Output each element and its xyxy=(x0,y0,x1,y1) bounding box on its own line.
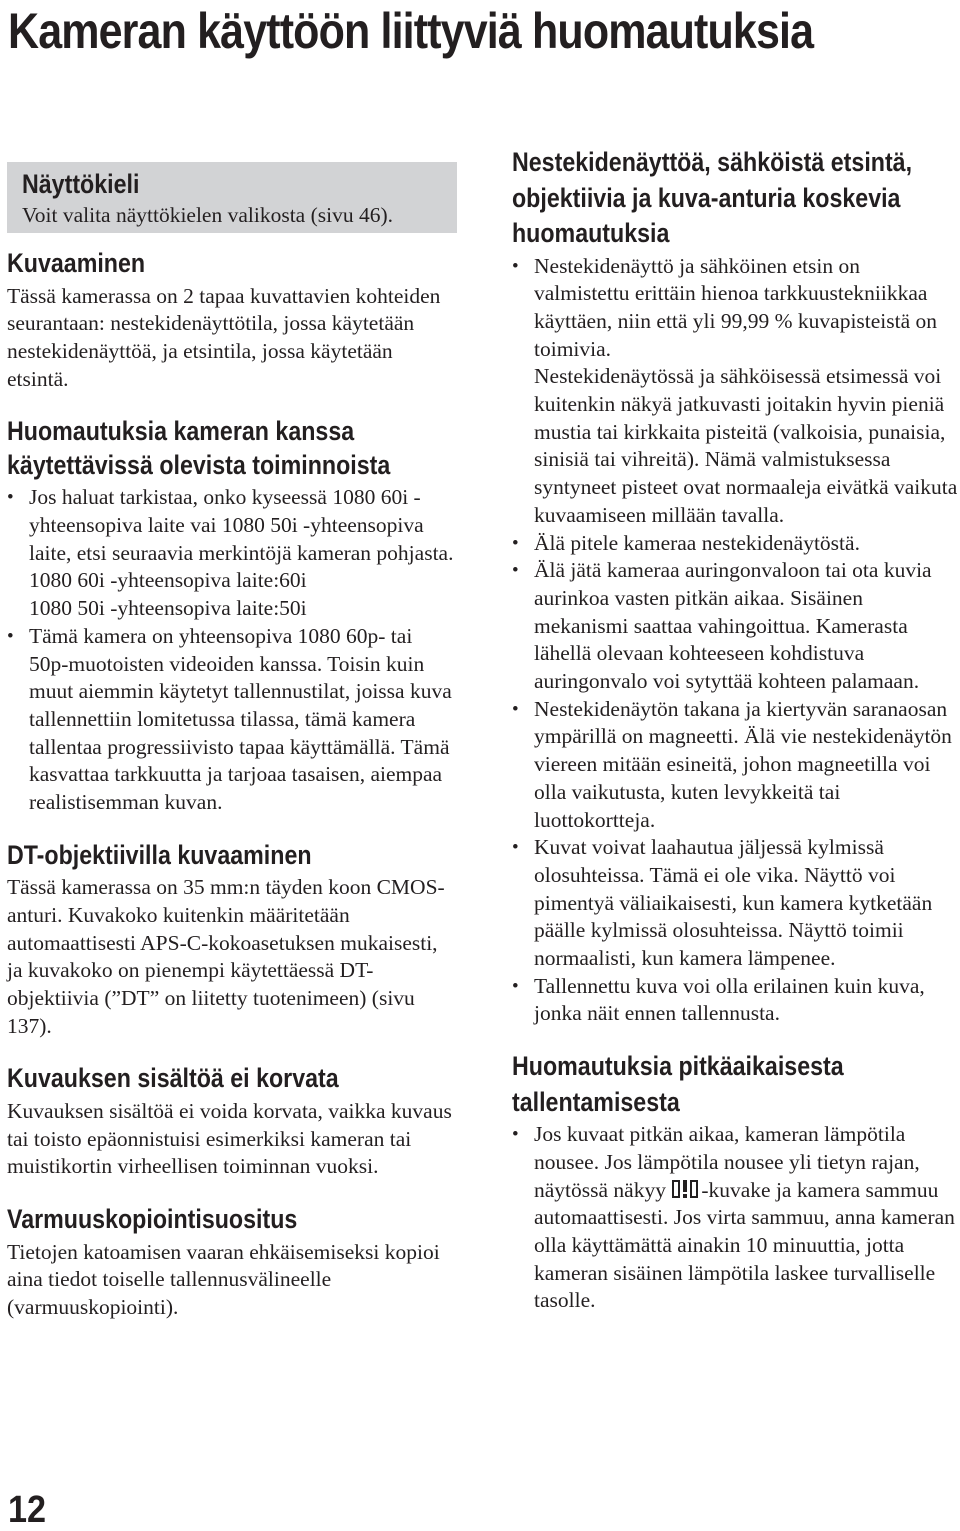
bullet-text: Jos kuvaat pitkän aikaa, kameran lämpötila nousee. Jos lämpötila nousee yli tietyn rajan, näytössä näkyy xyxy=(534,1122,920,1202)
section-text: Tässä kamerassa on 2 tapaa kuvattavien kohteiden seurantaan: nestekidenäyttötila, jossa käytetään nestekidenäyttöä, ja etsintila, jossa käytetään etsintä. xyxy=(7,283,441,391)
section-nestekidenaytto xyxy=(512,146,960,1028)
display-language-text: Voit valita näyttökielen valikosta (sivu 46). xyxy=(22,202,394,227)
list-item xyxy=(512,696,960,835)
section-text: Kuvauksen sisältöä ei voida korvata, vaikka kuvaus tai toisto epäonnistuisi esimerkiksi kameran tai muistikortin virheellisen toiminnan vuoksi. xyxy=(7,1098,452,1179)
bullet-list xyxy=(512,1121,960,1315)
bullet-marker: • xyxy=(512,837,519,859)
list-item xyxy=(512,530,960,558)
section-text: Tietojen katoamisen vaaran ehkäisemiseksi kopioi aina tiedot toiselle tallennusvälineelle (varmuuskopiointi). xyxy=(7,1239,440,1319)
bullet-text: Nestekidenäyttö ja sähköinen etsin on valmistettu erittäin hienoa tarkkuustekniikkaa käyttäen, niin että yli 99,99 % kuvapisteistä on toimivia. xyxy=(534,253,938,361)
list-item xyxy=(512,834,960,973)
bullet-marker: • xyxy=(512,560,519,582)
section-huomautuksia-toiminnoista xyxy=(7,415,457,816)
overheat-icon xyxy=(671,1178,701,1200)
section-heading-line: Nestekidenäyttöä, sähköistä etsintä, xyxy=(512,147,913,177)
left-column xyxy=(7,162,457,1340)
right-column xyxy=(512,146,960,1333)
bullet-text: -kuvake ja kamera sammuu automaattisesti. Jos virta sammuu, anna kameran olla käyttämättä ainakin 10 minuuttia, jotta kameran sisäinen lämpötila laskee turvalliselle tasolle. xyxy=(534,1177,955,1313)
section-heading: DT-objektiivilla kuvaaminen xyxy=(7,839,312,870)
section-heading: Kuvauksen sisältöä ei korvata xyxy=(7,1063,339,1094)
bullet-marker: • xyxy=(7,487,14,509)
section-heading-line: objektiivia ja kuva-anturia koskevia xyxy=(512,182,901,213)
bullet-marker: • xyxy=(512,975,519,997)
section-varmuuskopiointi xyxy=(7,1203,457,1322)
section-heading: Huomautuksia kameran kanssa käytettävissä olevista toiminnoista xyxy=(7,416,391,480)
section-heading: Varmuuskopiointisuositus xyxy=(7,1204,298,1235)
section-dt-objektiivi xyxy=(7,839,457,1041)
list-item xyxy=(512,973,960,1028)
bullet-text: Älä jätä kameraa auringonvaloon tai ota kuvia aurinkoa vasten pitkän aikaa. Sisäinen mekanismi saattaa vahingoittua. Kamerasta lähellä olevaan kohteeseen kohdistuva auringonvalo voi sytyttää kohteen palamaan. xyxy=(534,558,932,694)
bullet-text: Nestekidenäytössä ja sähköisessä etsimessä voi kuitenkin näkyä jatkuvasti joitakin hyvin pieniä mustia tai kirkkaita pisteitä (valkoisia, punaisia, sinisiä tai vihreitä). Nämä valmistuksessa syntyneet pisteet ovat normaaleja eivätkä vaikuta kuvaamiseen millään tavalla. xyxy=(534,364,958,527)
bullet-text: Nestekidenäytön takana ja kiertyvän saranaosan ympärillä on magneetti. Älä vie nestekidenäytön viereen mitään esineitä, johon magneetilla voi olla vaikutusta, kuten levykkeitä tai luottokortteja. xyxy=(534,696,952,832)
section-kuvaaminen xyxy=(7,247,457,393)
list-item xyxy=(512,557,960,696)
section-heading: Kuvaaminen xyxy=(7,248,146,278)
list-item xyxy=(512,1121,960,1315)
section-ei-korvata xyxy=(7,1062,457,1181)
page-number: 12 xyxy=(8,1489,47,1531)
bullet-marker: • xyxy=(512,255,519,277)
bullet-text: Tallennettu kuva voi olla erilainen kuin kuva, jonka näit ennen tallennusta. xyxy=(534,973,925,1026)
bullet-marker: • xyxy=(512,1124,519,1146)
display-language-heading: Näyttökieli xyxy=(22,169,140,199)
section-heading-line: tallentamisesta xyxy=(512,1086,680,1117)
list-item xyxy=(7,623,457,817)
list-item xyxy=(512,253,960,530)
page-title: Kameran käyttöön liittyviä huomautuksia xyxy=(8,3,814,59)
bullet-marker: • xyxy=(512,532,519,554)
bullet-list xyxy=(512,253,960,1029)
bullet-marker: • xyxy=(7,625,14,647)
bullet-text: Älä pitele kameraa nestekidenäytöstä. xyxy=(534,530,860,555)
format-line-50i: 1080 50i -yhteensopiva laite:50i xyxy=(29,596,307,621)
section-heading-line: Huomautuksia pitkäaikaisesta xyxy=(512,1051,844,1082)
format-line-60i: 1080 60i -yhteensopiva laite:60i xyxy=(29,568,307,593)
list-item xyxy=(7,484,457,623)
bullet-text: Kuvat voivat laahautua jäljessä kylmissä olosuhteissa. Tämä ei ole vika. Näyttö voi pimentyä väliaikaisesti, kun kamera kytketään päälle kylmissä olosuhteissa. Näyttö toimii normaalisti, kun kamera lämpenee. xyxy=(534,835,933,971)
section-heading-line: huomautuksia xyxy=(512,218,670,248)
display-language-box xyxy=(7,162,457,233)
bullet-list xyxy=(7,484,457,816)
bullet-text: Tämä kamera on yhteensopiva 1080 60p- tai 50p-muotoisten videoiden kanssa. Toisin kuin muut aiemmin käytetyt tallennustilat, joissa kuva tallennettiin lomitetussa tilassa, tämä kamera tallentaa progressiivisto tapaa käyttämällä. Tämä kasvattaa tarkkuutta ja tarjoaa tasaisen, aiempaa realistisemman kuvan. xyxy=(29,623,452,815)
bullet-text: Jos haluat tarkistaa, onko kyseessä 1080 60i -yhteensopiva laite vai 1080 50i -yhteensopiva laite, etsi seuraavia merkintöjä kameran pohjasta. xyxy=(29,485,454,565)
section-pitkaaikainen xyxy=(512,1050,960,1315)
section-text: Tässä kamerassa on 35 mm:n täyden koon CMOS-anturi. Kuvakoko kuitenkin määritetään automaattisesti APS-C-kokoasetuksen mukaisesti, ja kuvakoko on pienempi käytettäessä DT-objektiivia (”DT” on liitetty tuotenimeen) (sivu 137). xyxy=(7,875,445,1038)
bullet-marker: • xyxy=(512,698,519,720)
